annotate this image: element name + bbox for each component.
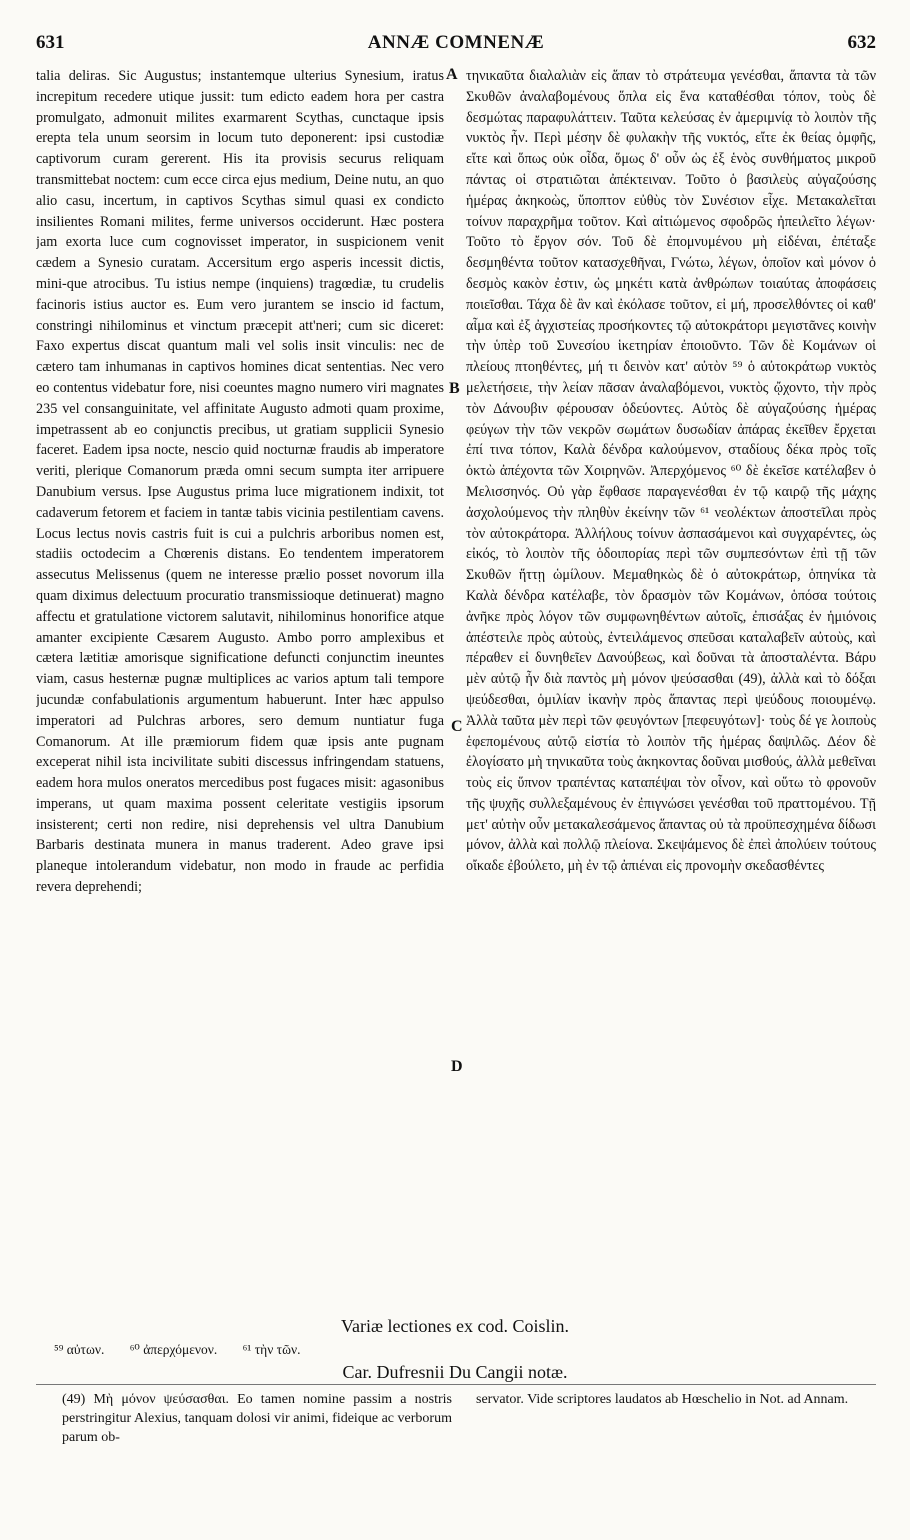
page-header	[36, 32, 876, 62]
running-head: ANNÆ COMNENÆ	[367, 32, 545, 53]
margin-letter-d: D	[451, 1058, 463, 1075]
note-left-column	[62, 1390, 452, 1447]
page-number-right: 632	[847, 32, 876, 53]
variant-60: ⁶⁰ ἀπερχόμενον.	[129, 1342, 218, 1357]
variae-lectiones	[54, 1342, 322, 1358]
note-49-continuation: servator. Vide scriptores laudatos ab Hœschelio in Not. ad Annam.	[476, 1392, 849, 1407]
greek-column	[466, 66, 876, 1314]
latin-text: talia deliras. Sic Augustus; instantemque ulterius Synesium, iratus increpitum recedere utique jussit: tum edicto eadem hora per castra promulgato, admonuit milites exarmarent Scythas, cunctaque ipsis erepta tela unum seorsim in locum tuto deponerent: ipsi custodiæ captivorum curam gererent. His ita provisis securus reliquam transmittebat noctem: cum ecce circa ejus medium, Deine nutu, an quo alio casu, incertum, in captivos Scythas simul quasi ex condicto insilientes Romani milites, ferme universos occiderunt. Hæc postera jam exorta luce cum cognovisset imperator, in suspicionem venit cædem a Synesio curatam. Accersitum ergo asperis incessit dictis, mini-que atrocibus. Tu istius nempe (inquiens) tragœdiæ, tu crudelis facinoris istius auctor es. Eum vero jurantem se inscio id factum, constringi nihilominus et vinctum præcepit att'neri; cum sic diceret: Faxo expertus discat quantum mali vel solis insit vinculis: nec de cætero tam inhumanas in captivos homines dicat sententias. Nec vero eo contentus videbatur fore, nisi coeuntes magno numero viri magnates 235 vel consanguinitate, vel affinitate Augusto admoti quam proxime, impetrassent ab eo conjunctis precibus, ut gratiam supplicii Synesio faceret. Eadem ipsa nocte, nescio quid nocturnæ fraudis ab imperatore veriti, plerique Comanorum præda omni secum sumpta iter arripuere Danubium versus. Ipse Augustus prima luce migrationem indixit, tot cadaverum fetorem et faciem in tantæ tabis vicinia pestilentiam cavens. Locus lectus novis castris fuit is cui a pulchris arboribus nomen est, stadiis octodecim a Chœrenis distans. Eo tendentem imperatorem assecutus Melissenus (quem ne interesse prælio posset novorum illa quam diximus delectuum procuratio transmissioque detinuerat) magno affectu et gratulatione victorem salutavit, nihilominus honorifice atque amanter excipiente Cæsarem Augusto. Ambo porro amplexibus et cætera lætitiæ amorisque significatione defuncti conjunctim ineuntes viam, casus hesternæ pugnæ multiplices ac varios aptum tali tempore jucundæ confabulationis argumentum habuerunt. Inter hæc appulso imperatori ad Pulchras arbores, sero demum nuntiatur fuga Comanorum. At ille præmiorum fidem quæ ipsis ante pugnam exceperat nihil ista incivilitate subiti discessus infringendam statuens, eadem hora mulos oneratos mercedibus post fugaces misit: agasonibus imperans, ut quam maxima possent celeritate vestigiis ipsorum insisterent; certi non redire, nisi deprehensis vel ultra Danubium Barbaris destinata munera in manus traderent. Adeo grave ipsi planeque intolerandum videbatur, non modo in fraude ac perfidia revera deprehendi;	[36, 68, 444, 896]
note-49-text: (49) Μὴ μόνον ψεύσασθαι. Eo tamen nomine passim a nostris perstringitur Alexius, tanquam dolosi vir animi, fideique ac verborum parum ob-	[62, 1392, 452, 1445]
variant-59: ⁵⁹ αὐτων.	[54, 1342, 105, 1357]
notes-title: Car. Dufresnii Du Cangii notæ.	[342, 1362, 568, 1382]
margin-letter-c: C	[451, 718, 463, 735]
variant-61: ⁶¹ τὴν τῶν.	[242, 1342, 301, 1357]
margin-letter-a: A	[446, 66, 458, 83]
page-number-left: 631	[36, 32, 65, 53]
latin-column	[36, 66, 444, 1314]
notes-divider	[36, 1384, 876, 1385]
note-right-column	[476, 1390, 876, 1409]
variae-lectiones-title: Variæ lectiones ex cod. Coislin.	[341, 1316, 569, 1336]
greek-text: τηνικαῦτα διαλαλιὰν εἰς ἅπαν τὸ στράτευμα γενέσθαι, ἅπαντα τὰ τῶν Σκυθῶν ἀναλαβομένους ὅπλα εἰς ἕνα καταθέσθαι τόπον, τοὺς δὲ δεσμώτας παραφυλάττειν. Ταῦτα κελεύσας ἐν ἀμεριμνίᾳ τὸ λοιπὸν τῆς νυκτὸς ἦν. Περὶ μέσην δὲ φυλακὴν τῆς νυκτός, εἴτε ἐκ θείας ὀμφῆς, εἴτε καὶ ὅπως οὐκ οἶδα, ὅμως δ' οὖν ὡς ἐξ ἑνὸς συνθήματος μικροῦ πάντας οἱ στρατιῶται ἀπέκτειναν. Τοῦτο ὁ βασιλεὺς αὐγαζούσης ἡμέρας ἀκηκοὼς, ὕποπτον εὐθὺς τὸν Συνέσιον εἶχε. Μετακαλεῖται τοίνυν παραχρῆμα τοῦτον. Καὶ αἰτιώμενος σφοδρῶς ἠπειλεῖτο λέγων· Τοῦτο τὸ ἔργον σόν. Τοῦ δὲ ἐπομνυμένου μὴ εἰδέναι, ἐπέταξε δεσμηθέντα τοῦτον κατασχεθῆναι, Γνώτω, λέγων, ὁποῖον καὶ μόνον ὁ δεσμὸς κακὸν ἐστιν, ὡς μηκέτι κατὰ ἀνθρώπων τοιαύτας ἀποφάσεις ποιεῖσθαι. Τάχα δὲ ἂν καὶ ἐκόλασε τοῦτον, εἰ μή, προσελθόντες οἱ καθ' αἷμα καὶ ἐξ ἀγχιστείας προσήκοντες τῷ αὐτοκράτορι μεγιστᾶνες κοινὴν τὴν ὑπὲρ τοῦ Συνεσίου ἱκετηρίαν ἐποιοῦντο. Τῶν δὲ Κομάνων οἱ πλείους πτοηθέντες, μή τι δεινὸν κατ' αὐτὸν ⁵⁹ ὁ αὐτοκράτωρ νυκτὸς μελετήσειε, τὴν λείαν πᾶσαν ἀναλαβόμενοι, νυκτὸς ᾤχοντο, τὴν πρὸς τὸν Δάνουβιν φέρουσαν ὁδεύοντες. Αὐτὸς δὲ αὐγαζούσης ἡμέρας φεύγων τὴν τῶν νεκρῶν σωμάτων δυσωδίαν ἀπάρας ἐκεῖθεν ἔρχεται ἐπί τινα τόπον, Καλὰ δένδρα καλούμενον, σταδίους δέκα πρὸς τοῖς ὀκτὼ ἀπέχοντα τῶν Χοιρηνῶν. Ἀπερχόμενος ⁶⁰ δὲ ἐκεῖσε κατέλαβεν ὁ Μελισσηνός. Οὐ γὰρ ἔφθασε παραγενέσθαι ἐν τῷ καιρῷ τῆς μάχης ἀσχολούμενος τὴν πληθὺν ἐκείνην τῶν ⁶¹ νεολέκτων ἀποστεῖλαι πρὸς τὸν αὐτοκράτορα. Ἀλλήλους τοίνυν ἀσπασάμενοι καὶ συγχαρέντες, ὡς εἰκός, τὸ λοιπὸν τῆς ὁδοιπορίας περὶ τῶν συμπεσόντων ἐπὶ τῇ τῶν Σκυθῶν ἥττῃ ὡμίλουν. Μεμαθηκὼς δὲ ὁ αὐτοκράτωρ, ὁπηνίκα τὰ Καλὰ δένδρα κατέλαβε, τὸν δρασμὸν τῶν Κομάνων, ὁπόσα τούτοις ἀνῆκε πρὸς λόγον τῶν συμφωνηθέντων αὐτοῖς, ἐπισάξας ἐν ἡμιόνοις ἀπέστειλε πρὸς αὐτοὺς, ἐντειλάμενος σπεῦσαι καταλαβεῖν αὐτοὺς, καὶ πέραθεν εἰ δυνηθεῖεν Δανούβεως, καὶ δοῦναι τὰ ἀποσταλέντα. Βάρυ μὲν αὐτῷ ἦν διὰ παντὸς μὴ μόνον ψεύσασθαι (49), ἀλλὰ καὶ τὸ δόξαι ψεύδεσθαι, ὁμιλίαν ἱκανὴν πρὸς ἅπαντας περὶ ψεύδους ποιουμένῳ. Ἀλλὰ ταῦτα μὲν περὶ τῶν φευγόντων [πεφευγότων]· τοὺς δέ γε λοιποὺς ἑφεπομένους αὐτῷ εἰστία τὸ λοιπὸν τῆς ἡμέρας δαψιλῶς. Δέον δὲ ἐλογίσατο μὴ τηνικαῦτα τοὺς ἀκηκοντας δοῦναι μισθούς, ἀλλὰ μεθεῖναι τοὺς εἰς ὕπνον τραπέντας καταπέψαι τὸν οἶνον, καὶ οὕτω τὸ φρονοῦν τῆς ψυχῆς συλλεξαμένους ἐν ἐπιγνώσει γενέσθαι τοῦ πραττομένου. Τῇ μετ' αὐτὴν οὖν μετακαλεσάμενος ἅπαντας οὐ τὰ προϋπεσχημένα δίδωσι μόνον, ἀλλὰ καὶ πολλῷ πλείονα. Σκεψάμενος δὲ ἐπεὶ ἀπολύειν τούτους οἴκαδε ἐβούλετο, μὴ ἐν τῷ ἀπιέναι εἰς προνομὴν σκεδασθέντες	[466, 68, 876, 875]
margin-letter-b: B	[449, 380, 460, 397]
